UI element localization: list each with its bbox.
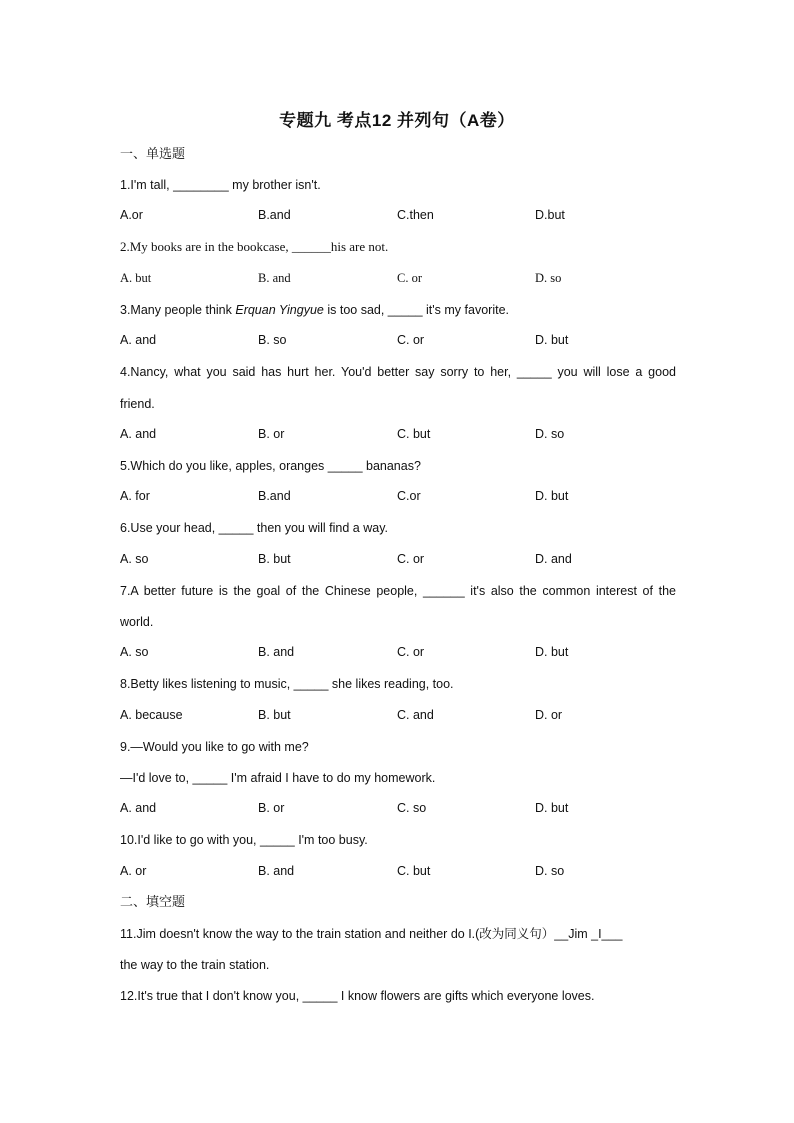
option-d: D. or	[535, 708, 563, 722]
option-a: A.or	[120, 208, 143, 222]
option-c: C. or	[397, 645, 425, 659]
option-b: B. and	[258, 864, 295, 878]
question-4-options	[120, 427, 680, 443]
option-c: C.then	[397, 208, 434, 222]
option-c: C. or	[397, 333, 425, 347]
question-7-options	[120, 645, 680, 661]
question-4-stem-line-2: friend.	[120, 397, 155, 411]
option-a: A. because	[120, 708, 183, 722]
option-c: C. and	[397, 708, 434, 722]
option-a: A. so	[120, 552, 149, 566]
question-6-stem: 6.Use your head, _____ then you will find a way.	[120, 521, 388, 535]
option-b: B. and	[258, 271, 291, 285]
question-7-stem-line-2: world.	[120, 615, 154, 629]
option-d: D. so	[535, 271, 562, 285]
question-2-stem: 2.My books are in the bookcase, ______his are not.	[120, 239, 389, 254]
option-d: D. but	[535, 333, 569, 347]
question-1-options	[120, 208, 680, 224]
option-b: B. or	[258, 801, 285, 815]
question-10-options	[120, 864, 680, 880]
question-11-stem-line-1: 11.Jim doesn't know the way to the train station and neither do I.(改为同义句）__Jim _I___	[120, 927, 623, 941]
option-d: D. and	[535, 552, 572, 566]
question-3-stem-after: is too sad, _____ it's my favorite.	[323, 303, 509, 317]
option-b: B. and	[258, 645, 295, 659]
option-c: C. or	[397, 271, 422, 285]
option-c: C. or	[397, 552, 425, 566]
option-c: C. but	[397, 864, 431, 878]
option-a: A. or	[120, 864, 147, 878]
question-4-stem-line-1: 4.Nancy, what you said has hurt her. You'd better say sorry to her, _____ you will lose a good	[120, 365, 676, 379]
option-d: D. so	[535, 864, 565, 878]
option-d: D. but	[535, 489, 569, 503]
option-b: B.and	[258, 489, 291, 503]
section-heading-single-choice: 一、单选题	[120, 146, 186, 161]
option-a: A. but	[120, 271, 152, 285]
option-c: C. so	[397, 801, 427, 815]
question-8-stem: 8.Betty likes listening to music, _____ she likes reading, too.	[120, 677, 454, 691]
option-d: D. but	[535, 645, 569, 659]
question-6-options	[120, 552, 680, 568]
option-c: C. but	[397, 427, 431, 441]
option-a: A. and	[120, 427, 157, 441]
option-a: A. so	[120, 645, 149, 659]
option-a: A. and	[120, 333, 157, 347]
option-b: B.and	[258, 208, 291, 222]
option-b: B. so	[258, 333, 287, 347]
option-a: A. for	[120, 489, 150, 503]
question-2-options	[120, 271, 680, 287]
option-a: A. and	[120, 801, 157, 815]
option-b: B. but	[258, 552, 291, 566]
option-b: B. but	[258, 708, 291, 722]
option-d: D.but	[535, 208, 565, 222]
question-3-stem	[120, 302, 676, 318]
question-9-options	[120, 801, 680, 817]
page-title: 专题九 考点12 并列句（A卷）	[279, 111, 515, 130]
question-8-options	[120, 708, 680, 724]
option-c: C.or	[397, 489, 421, 503]
question-5-stem: 5.Which do you like, apples, oranges _____ bananas?	[120, 459, 421, 473]
section-heading-fill-blank: 二、填空题	[120, 894, 186, 909]
option-d: D. so	[535, 427, 565, 441]
question-9-stem-line-2: —I'd love to, _____ I'm afraid I have to do my homework.	[120, 771, 436, 785]
question-3-stem-before: 3.Many people think	[120, 303, 236, 317]
option-d: D. but	[535, 801, 569, 815]
question-3-options	[120, 333, 680, 349]
question-11-stem-line-2: the way to the train station.	[120, 958, 270, 972]
question-10-stem: 10.I'd like to go with you, _____ I'm too busy.	[120, 833, 368, 847]
question-12-stem: 12.It's true that I don't know you, _____ I know flowers are gifts which everyone loves.	[120, 989, 595, 1003]
question-3-stem-italic: Erquan Yingyue	[235, 303, 324, 317]
option-b: B. or	[258, 427, 285, 441]
question-9-stem-line-1: 9.—Would you like to go with me?	[120, 740, 309, 754]
question-1-stem: 1.I'm tall, ________ my brother isn't.	[120, 178, 321, 192]
question-5-options	[120, 489, 680, 505]
question-7-stem-line-1: 7.A better future is the goal of the Chinese people, ______ it's also the common interest of the	[120, 584, 676, 598]
